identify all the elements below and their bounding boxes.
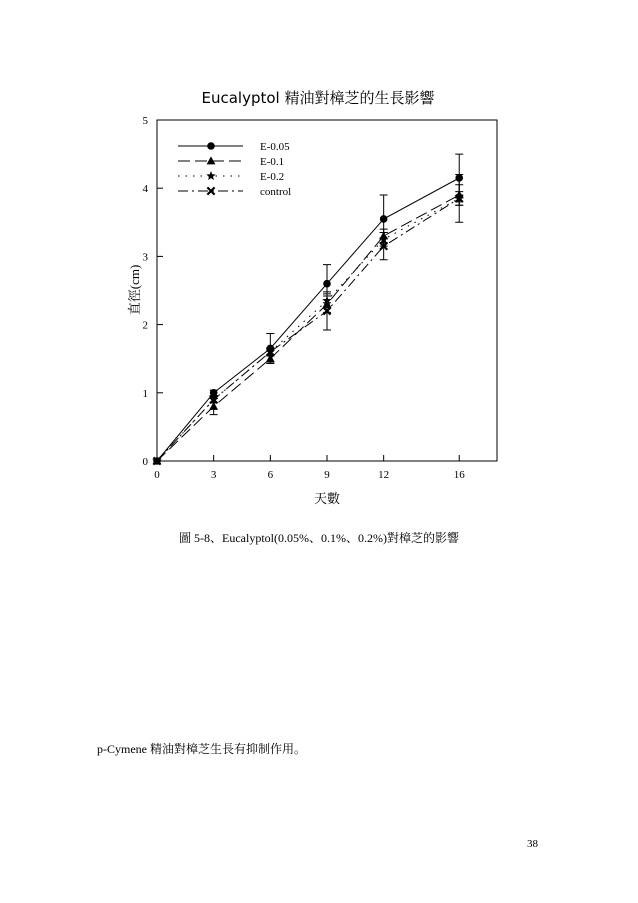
series-line [157, 198, 459, 461]
y-tick-label: 0 [142, 456, 148, 468]
legend-marker [207, 142, 215, 150]
legend-label: E-0.05 [260, 141, 290, 153]
y-tick-label: 2 [142, 319, 148, 332]
legend-marker [207, 156, 216, 164]
y-tick-label: 5 [142, 115, 148, 127]
y-axis-label-cjk: 直徑 [128, 289, 143, 316]
series-line [157, 195, 459, 461]
y-axis-label-unit: (cm) [127, 264, 142, 290]
x-axis-label: 天數 [313, 492, 341, 507]
x-tick-label: 6 [267, 469, 274, 481]
series-line [157, 178, 459, 461]
legend-marker [206, 171, 216, 180]
x-tick-label: 16 [453, 469, 465, 481]
x-tick-label: 3 [210, 469, 217, 481]
y-tick-label: 3 [142, 251, 148, 264]
y-tick-label: 1 [142, 387, 148, 400]
chart-title: Eucalyptol 精油對樟芝的生長影響 [201, 89, 435, 107]
series-layer [152, 154, 464, 465]
x-tick-label: 0 [154, 469, 160, 481]
legend-label: E-0.1 [260, 156, 285, 168]
x-tick-label: 9 [324, 469, 330, 481]
legend-label: E-0.2 [260, 171, 285, 183]
series-E-0.05 [153, 154, 463, 465]
figure-caption: 圖 5-8、Eucalyptol(0.05%、0.1%、0.2%)對樟芝的影響 [179, 531, 459, 545]
y-tick-label: 4 [142, 183, 148, 196]
legend-label: control [260, 186, 292, 198]
series-E-0.2 [152, 192, 464, 465]
y-axis-label [127, 265, 143, 316]
data-point [380, 215, 388, 223]
data-point [323, 280, 331, 288]
series-line [157, 198, 459, 461]
x-tick-label: 12 [378, 469, 390, 481]
legend [178, 141, 291, 198]
body-paragraph: p-Cymene 精油對樟芝生長有抑制作用。 [97, 742, 306, 756]
axis-ticks [143, 115, 466, 481]
page-number: 38 [527, 838, 538, 850]
